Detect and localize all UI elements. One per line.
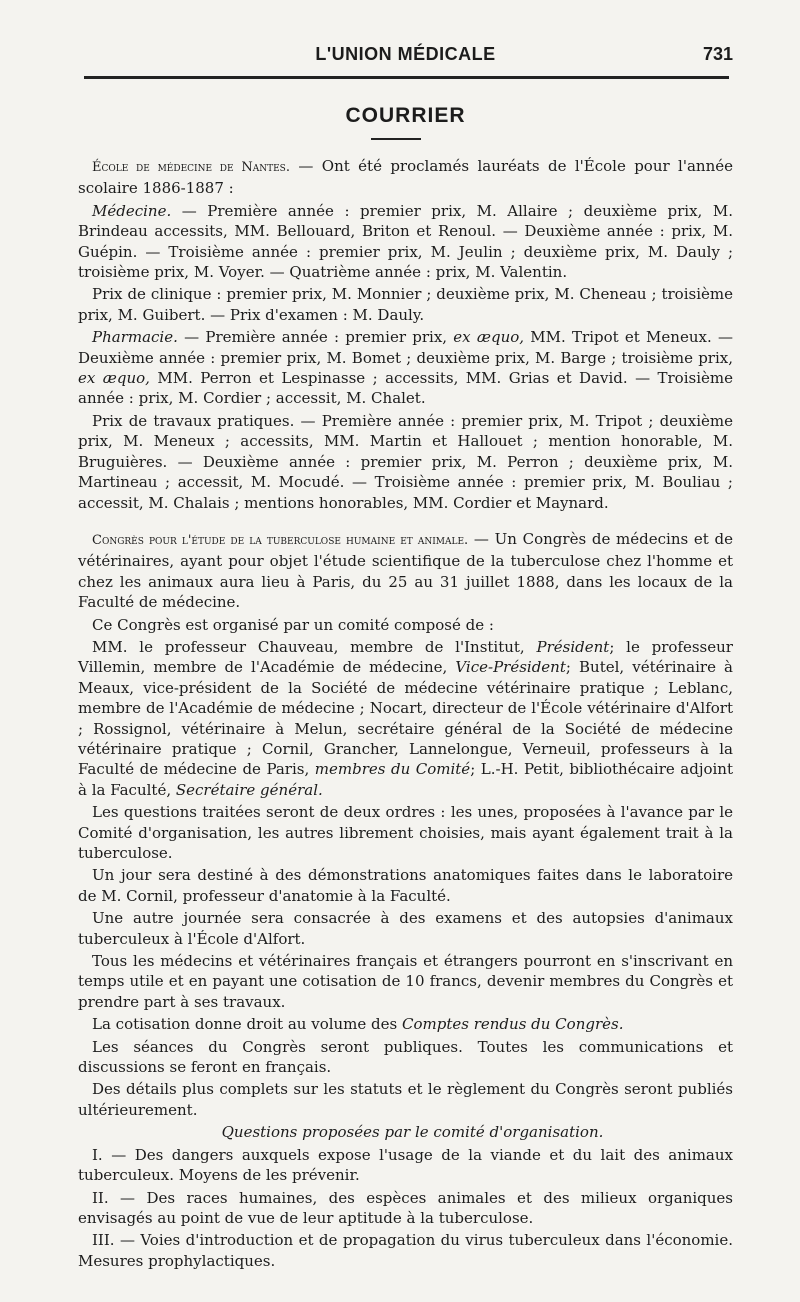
congres-lead-rest: — Un Congrès de médecins et de vétérinaires, ayant pour objet l'étude scientifique de la tuberculose chez l'homme et chez les animaux aura lieu à Paris, du 25 au 31 juillet 1888, dans les locaux de la Faculté de médecine. xyxy=(78,529,733,612)
header-rule xyxy=(84,76,729,79)
ex-aequo-1: ex æquo, xyxy=(453,328,525,347)
running-header xyxy=(78,44,733,70)
cotisation-text: La cotisation donne droit au volume des xyxy=(92,1015,398,1034)
ex-aequo-2: ex æquo, xyxy=(78,369,150,388)
congres-seances: Les séances du Congrès seront publiques. Toutes les communications et discussions se feront en français. xyxy=(78,1037,733,1077)
question-1: I. — Des dangers auxquels expose l'usage de la viande et du lait des animaux tuberculeux. Moyens de les prévenir. xyxy=(78,1145,733,1185)
title-rule xyxy=(371,138,421,140)
pharmacie-text-1: — Première année : premier prix, xyxy=(184,328,448,347)
membres-comite-label: membres du Comité xyxy=(314,760,471,779)
pharmacie-text-3: MM. Perron et Lespinasse ; accessits, MM. Grias et David. — Troisième année : prix, M. Cordier ; accessit, M. Chalet. xyxy=(78,369,733,408)
journal-title: L'UNION MÉDICALE xyxy=(315,44,496,64)
comptes-rendus: Comptes rendus du Congrès. xyxy=(402,1015,624,1034)
congres-cotisation xyxy=(78,1014,733,1034)
members-4: ; L.-H. Petit, bibliothécaire adjoint à la Faculté, xyxy=(78,760,733,799)
congres-tous: Tous les médecins et vétérinaires français et étrangers pourront en s'inscrivant en temps utile et en payant une cotisation de 10 francs, devenir membres du Congrès et prendre part à ses travaux. xyxy=(78,952,733,1011)
congres-questions: Les questions traitées seront de deux ordres : les unes, proposées à l'avance par le Comité d'organisation, les autres librement choisies, mais ayant également trait à la tuberculose. xyxy=(78,803,733,862)
pharmacie-label: Pharmacie. xyxy=(92,328,178,347)
nantes-clinique: Prix de clinique : premier prix, M. Monnier ; deuxième prix, M. Cheneau ; troisième prix, M. Guibert. — Prix d'examen : M. Dauly. xyxy=(78,285,733,324)
question-2: II. — Des races humaines, des espèces animales et des milieux organiques envisagés au point de vue de leur aptitude à la tuberculose. xyxy=(78,1188,733,1227)
vice-president-label: Vice-Président xyxy=(455,658,566,677)
congres-jour: Un jour sera destiné à des démonstrations anatomiques faites dans le laboratoire de M. Cornil, professeur d'anatomie à la Faculté. xyxy=(78,866,733,905)
question-3: III. — Voies d'introduction et de propagation du virus tuberculeux dans l'économie. Mesures prophylactiques. xyxy=(78,1231,733,1270)
members-3: ; Butel, vétérinaire à Meaux, vice-président de la Société de médecine vétérinaire pratique ; Leblanc, membre de l'Académie de médecine ; Nocart, directeur de l'École vétérinaire d'Alfort ; Rossignol, vétérinaire à Melun, secrétaire général de la Société de médecine vétérinaire pratique ; Cornil, Grancher, Lannelongue, Verneuil, professeurs à la Faculté de médecine de Paris, xyxy=(78,658,733,779)
members-2: ; le professeur Villemin, membre de l'Académie de médecine, xyxy=(78,637,733,677)
nantes-pharmacie xyxy=(78,327,733,409)
nantes-medecine xyxy=(78,201,733,283)
nantes-intro xyxy=(78,156,733,199)
medecine-label: Médecine. xyxy=(92,201,172,220)
nantes-travaux: Prix de travaux pratiques. — Première année : premier prix, M. Tripot ; deuxième prix, M. Meneux ; accessits, MM. Martin et Hallouet ; mention honorable, M. Bruguières. — Deuxième année : premier prix, M. Perron ; deuxième prix, M. Martineau ; accessit, M. Mocudé. — Troisième année : premier prix, M. Bouliau ; accessit, M. Chalais ; mentions honorables, MM. Cordier et Maynard. xyxy=(78,411,733,512)
nantes-lead: École de médecine de Nantes. xyxy=(92,160,290,175)
congres-autre: Une autre journée sera consacrée à des examens et des autopsies d'animaux tuberculeux à l'École d'Alfort. xyxy=(78,909,733,948)
questions-heading: Questions proposées par le comité d'organisation. xyxy=(221,1123,604,1142)
congres-intro xyxy=(78,529,733,613)
article-body xyxy=(78,156,733,1273)
members-1: MM. le professeur Chauveau, membre de l'Institut, xyxy=(92,637,525,656)
secretaire-general-label: Secrétaire général. xyxy=(175,780,323,799)
section-title: COURRIER xyxy=(345,104,466,127)
president-label: Président xyxy=(536,637,610,656)
nantes-lead-rest: — Ont été proclamés lauréats de l'École pour l'année scolaire 1886-1887 : xyxy=(78,157,734,198)
congres-members xyxy=(78,637,733,800)
page-number: 731 xyxy=(702,44,733,64)
medecine-text: — Première année : premier prix, M. Allaire ; deuxième prix, M. Brindeau accessits, MM. Bellouard, Briton et Renoul. — Deuxième année : prix, M. Guépin. — Troisième année : premier prix, M. Jeulin ; deuxième prix, M. Dauly ; troisième prix, M. Voyer. — Quatrième année : prix, M. Valentin. xyxy=(78,201,733,282)
congres-details: Des détails plus complets sur les statuts et le règlement du Congrès seront publiés ultérieurement. xyxy=(78,1080,733,1119)
pharmacie-text-2: MM. Tripot et Meneux. — Deuxième année : premier prix, M. Bomet ; deuxième prix, M. Barge ; troisième prix, xyxy=(78,328,733,367)
congres-lead: Congrès pour l'étude de la tuberculose humaine et animale. xyxy=(92,532,469,548)
congres-comite: Ce Congrès est organisé par un comité composé de : xyxy=(92,615,494,634)
